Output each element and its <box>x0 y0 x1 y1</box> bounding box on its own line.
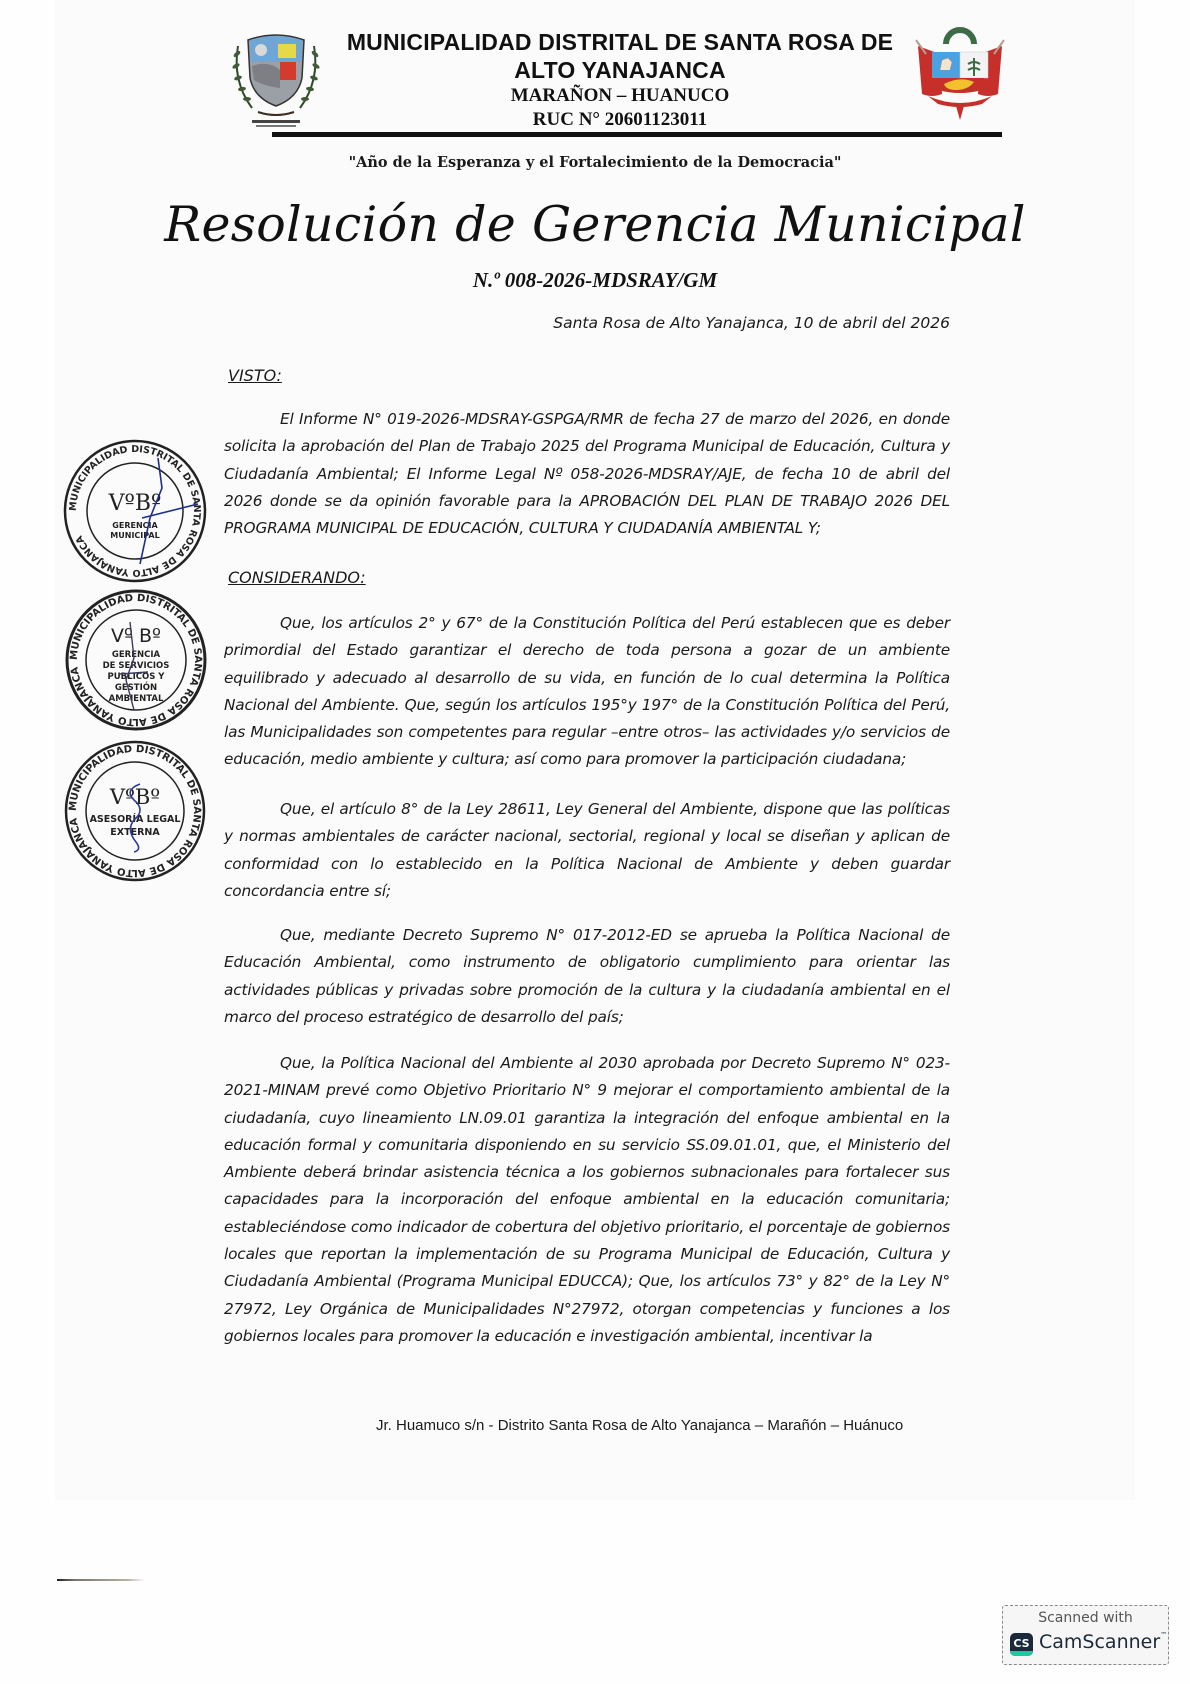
letterhead-divider <box>272 132 1002 137</box>
letterhead-line-1: MUNICIPALIDAD DISTRITAL DE SANTA ROSA DE <box>346 29 894 55</box>
considerando-paragraph-2: Que, el artículo 8° de la Ley 28611, Ley General del Ambiente, dispone que las políticas y normas ambientales de carácter nacional, sectorial, regional y local se diseñan y aplican de conformidad con lo establecido en la Política Nacional de Ambiente y deben guardar concordancia entre sí; <box>224 800 950 900</box>
municipal-coat-of-arms-icon <box>228 26 324 130</box>
stamp-ring-text: MUNICIPALIDAD DISTRITAL DE SANTA ROSA DE ALTO YANAJANCA <box>67 443 203 579</box>
scanned-with-label: Scanned with <box>1038 1610 1133 1626</box>
peru-coat-of-arms-icon <box>912 24 1008 122</box>
stamp-seal-icon <box>62 438 208 584</box>
stamp-office-line: ASESORÍA LEGAL <box>89 814 181 825</box>
stamp-ring-text: MUNICIPALIDAD DISTRITAL DE SANTA ROSA DE ALTO YANAJANCA <box>68 592 204 728</box>
stamp-office-line: GERENCIA <box>111 650 161 660</box>
stamp-seal-icon <box>64 588 208 732</box>
stamp-mark: VºBº <box>108 491 162 516</box>
considerando-paragraph-4: Que, la Política Nacional del Ambiente al 2030 aprobada por Decreto Supremo N° 023-2021-MINAM prevé como Objetivo Prioritario N° 9 mejorar el comportamiento ambiental de la ciudadanía, cuyo lineamiento LN.09.01 garantiza la integración del enfoque ambiental en la educación formal y comunitaria disponiendo en su servicio SS.09.01.01, que, el Ministerio del Ambiente deberá brindar asistencia técnica a los gobiernos subnacionales para fortalecer sus capacidades para la incorporación del enfoque ambiental en la educación comunitaria; estableciéndose como indicador de cobertura del objetivo prioritario, el porcentaje de gobiernos locales que reportan la implementación de su Programa Municipal de Educación, Cultura y Ciudadanía Ambiental (Programa Municipal EDUCCA); Que, los artículos 73° y 82° de la Ley N° 27972, Ley Orgánica de Municipalidades N°27972, otorgan competencias y funciones a los gobiernos locales para promover la educación e investigación ambiental, incentivar la <box>224 1054 950 1345</box>
stamp-mark: Vº Bº <box>111 625 161 647</box>
letterhead <box>340 28 900 132</box>
stamp-office-line: GERENCIA <box>112 521 158 530</box>
stamp-ring-text: MUNICIPALIDAD DISTRITAL DE SANTA ROSA DE ALTO YANAJANCA <box>67 743 203 879</box>
stamp-office-line: DE SERVICIOS <box>102 661 170 671</box>
considerando-paragraph-3: Que, mediante Decreto Supremo N° 017-2012-ED se aprueba la Política Nacional de Educación Ambiental, como instrumento de obligatorio cumplimiento para orientar las actividades públicas y privadas sobre promoción de la cultura y la ciudadanía ambiental en el marco del proceso estratégico de desarrollo del país; <box>224 926 950 1026</box>
visto-paragraph: El Informe N° 019-2026-MDSRAY-GSPGA/RMR de fecha 27 de marzo del 2026, en donde solicita la aprobación del Plan de Trabajo 2025 del Programa Municipal de Educación, Cultura y Ciudadanía Ambiental; El Informe Legal Nº 058-2026-MDSRAY/AJE, de fecha 10 de abril del 2026 donde se da opinión favorable para la APROBACIÓN DEL PLAN DE TRABAJO 2026 DEL PROGRAMA MUNICIPAL DE EDUCACIÓN, CULTURA Y CIUDADANÍA AMBIENTAL Y; <box>224 410 950 538</box>
camscanner-logo-icon: CS <box>1010 1633 1033 1656</box>
page-edge-line <box>57 1579 145 1581</box>
trademark-symbol: ™ <box>1160 1631 1168 1639</box>
letterhead-region: MARAÑON – HUANUCO <box>510 85 730 106</box>
letterhead-line-2: ALTO YANAJANCA <box>514 57 726 83</box>
stamp-office-line: AMBIENTAL <box>108 694 164 704</box>
document-title: Resolución de Gerencia Municipal <box>164 196 1026 253</box>
stamp-office-line: PUBLICOS Y <box>107 672 165 682</box>
stamp-office-line: GESTIÓN <box>114 683 158 693</box>
considerando-paragraph-1: Que, los artículos 2° y 67° de la Constitución Política del Perú establecen que es deber primordial del Estado garantizar el derecho de toda persona a gozar de un ambiente equilibrado y adecuado al desarrollo de su vida, en función de lo cual determina la Política Nacional del Ambiente. Que, según los artículos 195°y 197° de la Constitución Política del Perú, las Municipalidades son competentes para regular –entre otros– las actividades y/o servicios de educación, medio ambiente y cultura; así como para promover la participación ciudadana; <box>224 614 950 769</box>
visto-heading: VISTO: <box>228 366 282 385</box>
footer-address: Jr. Huamuco s/n - Distrito Santa Rosa de Alto Yanajanca – Marañón – Huánuco <box>376 1417 904 1434</box>
camscanner-brand <box>1039 1631 1167 1653</box>
stamp-office-line: MUNICIPAL <box>110 531 160 540</box>
approval-stamp-servicios-publicos <box>64 588 208 732</box>
stamp-office-line: EXTERNA <box>110 827 160 838</box>
letterhead-ruc: RUC N° 20601123011 <box>532 109 708 130</box>
year-motto: "Año de la Esperanza y el Fortalecimiento de la Democracia" <box>348 154 842 171</box>
svg-text:MUNICIPALIDAD DISTRITAL DE SAN <box>68 744 202 878</box>
stamp-seal-icon <box>62 738 208 884</box>
resolution-number: N.º 008-2026-MDSRAY/GM <box>472 268 718 292</box>
stamp-mark: VºBº <box>109 785 161 809</box>
camscanner-watermark <box>1002 1605 1169 1665</box>
place-and-date: Santa Rosa de Alto Yanajanca, 10 de abril del 2026 <box>553 314 950 332</box>
approval-stamp-gerencia-municipal <box>62 438 208 584</box>
considerando-heading: CONSIDERANDO: <box>228 568 366 587</box>
approval-stamp-asesoria-legal <box>62 738 208 884</box>
camscanner-brand-text: CamScanner <box>1039 1631 1161 1653</box>
